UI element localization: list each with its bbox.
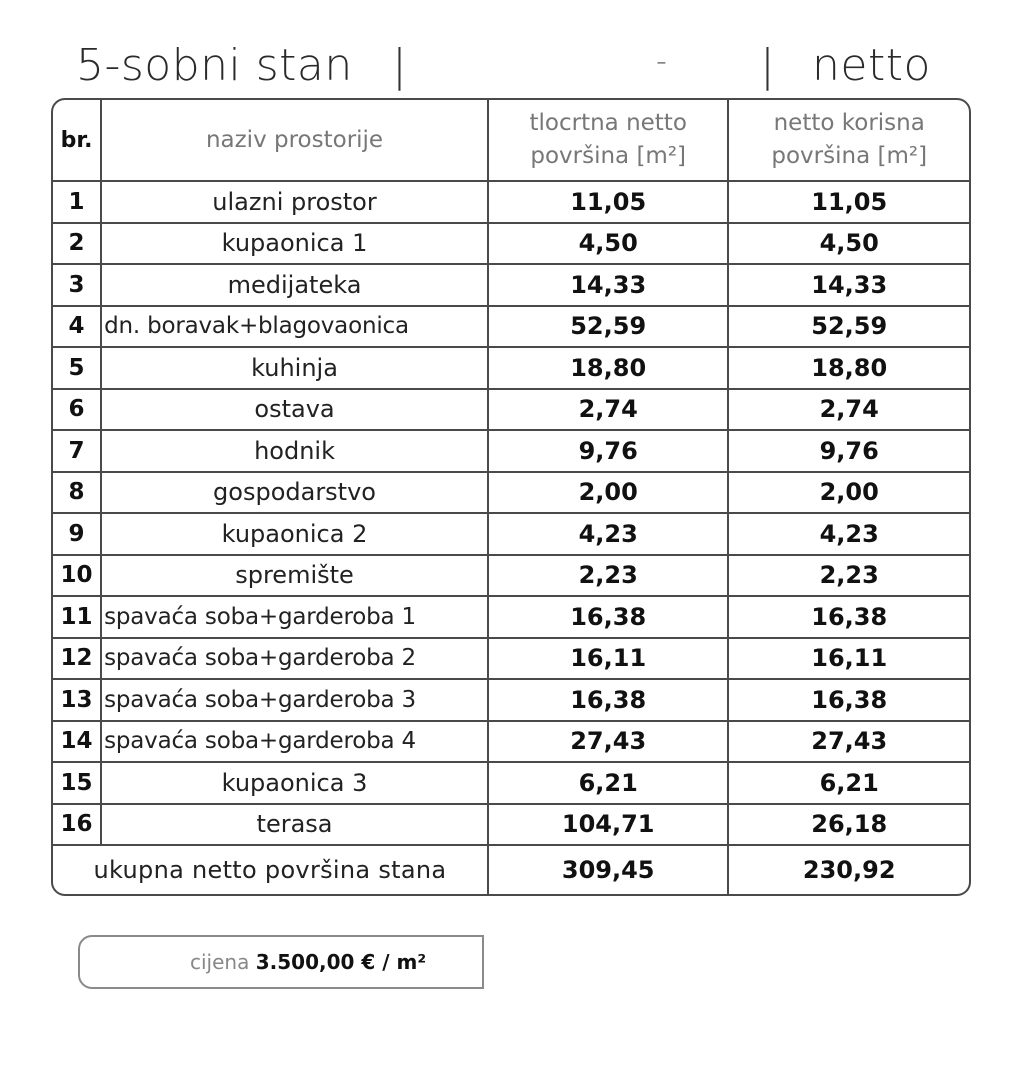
- usable-area-value: 16,38: [728, 596, 969, 638]
- row-number: 7: [53, 430, 101, 472]
- row-number: 12: [53, 638, 101, 680]
- floor-area-value: 2,74: [488, 389, 729, 431]
- room-name: spremište: [101, 555, 488, 597]
- table-row: [53, 306, 969, 348]
- row-number: 11: [53, 596, 101, 638]
- floor-area-value: 4,23: [488, 513, 729, 555]
- row-number: 13: [53, 679, 101, 721]
- table-row: [53, 679, 969, 721]
- price-label: cijena: [190, 950, 250, 974]
- floor-area-value: 104,71: [488, 804, 729, 846]
- floor-area-value: 4,50: [488, 223, 729, 265]
- table-row: [53, 638, 969, 680]
- floor-area-value: 16,11: [488, 638, 729, 680]
- row-number: 16: [53, 804, 101, 846]
- total-usable-area: 230,92: [728, 845, 969, 894]
- apartment-type: 5-sobni stan: [76, 40, 353, 91]
- row-number: 9: [53, 513, 101, 555]
- table-row: [53, 472, 969, 514]
- room-name: ostava: [101, 389, 488, 431]
- room-name: spavaća soba+garderoba 4: [101, 721, 488, 763]
- table-header-row: [53, 100, 969, 181]
- room-name: kupaonica 2: [101, 513, 488, 555]
- usable-area-value: 6,21: [728, 762, 969, 804]
- area-type-label: netto: [812, 40, 931, 91]
- table-row: [53, 721, 969, 763]
- table-row: [53, 347, 969, 389]
- table-row: [53, 804, 969, 846]
- room-name: medijateka: [101, 264, 488, 306]
- title-separator: |: [392, 40, 408, 91]
- row-number: 6: [53, 389, 101, 431]
- row-number: 14: [53, 721, 101, 763]
- row-number: 8: [53, 472, 101, 514]
- usable-area-value: 11,05: [728, 181, 969, 223]
- usable-area-value: 16,38: [728, 679, 969, 721]
- table-row: [53, 555, 969, 597]
- header-floor-area: tlocrtna netto površina [m²]: [488, 100, 729, 181]
- room-name: dn. boravak+blagovaonica: [101, 306, 488, 348]
- row-number: 15: [53, 762, 101, 804]
- table-row: [53, 264, 969, 306]
- room-name: spavaća soba+garderoba 3: [101, 679, 488, 721]
- room-name: kupaonica 3: [101, 762, 488, 804]
- row-number: 4: [53, 306, 101, 348]
- table-row: [53, 762, 969, 804]
- usable-area-value: 27,43: [728, 721, 969, 763]
- usable-area-value: 16,11: [728, 638, 969, 680]
- floor-area-value: 14,33: [488, 264, 729, 306]
- row-number: 10: [53, 555, 101, 597]
- table-row: [53, 596, 969, 638]
- room-name: terasa: [101, 804, 488, 846]
- usable-area-value: 4,50: [728, 223, 969, 265]
- table-row: [53, 430, 969, 472]
- header-number: br.: [53, 100, 101, 181]
- row-number: 2: [53, 223, 101, 265]
- floor-area-value: 9,76: [488, 430, 729, 472]
- price-value: 3.500,00 € / m²: [255, 950, 427, 974]
- table-row: [53, 181, 969, 223]
- header-usable-area: netto korisna površina [m²]: [728, 100, 969, 181]
- usable-area-value: 9,76: [728, 430, 969, 472]
- room-name: gospodarstvo: [101, 472, 488, 514]
- usable-area-value: 52,59: [728, 306, 969, 348]
- usable-area-value: 14,33: [728, 264, 969, 306]
- total-row: [53, 845, 969, 894]
- floor-area-value: 18,80: [488, 347, 729, 389]
- floor-area-value: 27,43: [488, 721, 729, 763]
- total-label: ukupna netto površina stana: [53, 845, 488, 894]
- usable-area-value: 2,74: [728, 389, 969, 431]
- usable-area-value: 2,00: [728, 472, 969, 514]
- room-name: spavaća soba+garderoba 1: [101, 596, 488, 638]
- usable-area-value: 2,23: [728, 555, 969, 597]
- table-row: [53, 389, 969, 431]
- row-number: 1: [53, 181, 101, 223]
- room-area-table: [51, 98, 971, 896]
- floor-area-value: 2,23: [488, 555, 729, 597]
- price-box: [78, 935, 484, 989]
- floor-area-value: 6,21: [488, 762, 729, 804]
- room-name: kuhinja: [101, 347, 488, 389]
- usable-area-value: 26,18: [728, 804, 969, 846]
- table-row: [53, 513, 969, 555]
- floor-area-value: 2,00: [488, 472, 729, 514]
- table-row: [53, 223, 969, 265]
- usable-area-value: 4,23: [728, 513, 969, 555]
- room-name: spavaća soba+garderoba 2: [101, 638, 488, 680]
- row-number: 3: [53, 264, 101, 306]
- floor-area-value: 52,59: [488, 306, 729, 348]
- room-name: kupaonica 1: [101, 223, 488, 265]
- header-room-name: naziv prostorije: [101, 100, 488, 181]
- usable-area-value: 18,80: [728, 347, 969, 389]
- title-separator: |: [760, 40, 776, 91]
- room-name: hodnik: [101, 430, 488, 472]
- page-title: [0, 40, 1028, 96]
- floor-area-value: 16,38: [488, 679, 729, 721]
- room-name: ulazni prostor: [101, 181, 488, 223]
- row-number: 5: [53, 347, 101, 389]
- floor-area-value: 11,05: [488, 181, 729, 223]
- total-floor-area: 309,45: [488, 845, 729, 894]
- title-dash: -: [656, 44, 668, 79]
- floor-area-value: 16,38: [488, 596, 729, 638]
